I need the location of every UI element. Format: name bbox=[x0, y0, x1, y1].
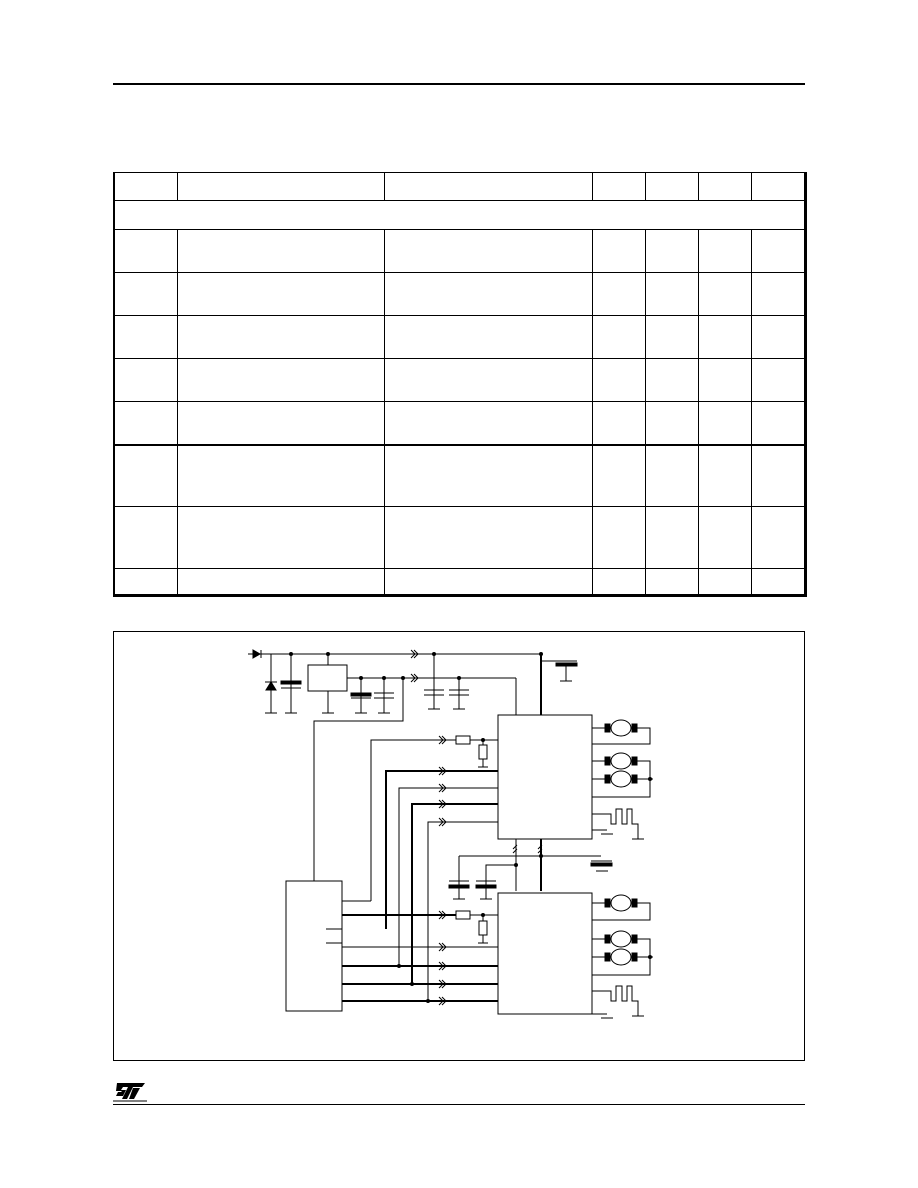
table-header-row bbox=[114, 173, 807, 201]
table-cell bbox=[593, 273, 646, 316]
table-cell bbox=[752, 230, 807, 273]
header-cell bbox=[385, 173, 593, 201]
table-cell bbox=[646, 507, 699, 569]
table-row bbox=[114, 402, 807, 445]
table-cell bbox=[385, 359, 593, 402]
table-row bbox=[114, 230, 807, 273]
table-row bbox=[114, 445, 807, 507]
st-logo-icon bbox=[113, 1079, 147, 1103]
table-cell bbox=[752, 402, 807, 445]
wire-break-marks bbox=[439, 736, 446, 1005]
table-cell bbox=[699, 230, 752, 273]
motor-icon bbox=[611, 931, 631, 947]
stepper-coil-icon bbox=[592, 986, 638, 1016]
table-cell bbox=[178, 445, 385, 507]
table-cell bbox=[114, 316, 178, 359]
table-cell bbox=[646, 569, 699, 597]
header-cell bbox=[752, 173, 807, 201]
table-cell bbox=[114, 445, 178, 507]
table-cell bbox=[593, 445, 646, 507]
table-cell bbox=[699, 359, 752, 402]
logic-supply-rail bbox=[403, 650, 516, 715]
table-cell bbox=[593, 230, 646, 273]
table-cell bbox=[646, 230, 699, 273]
header-rule bbox=[113, 83, 805, 85]
lower-motors bbox=[592, 895, 653, 1016]
table-cell bbox=[752, 316, 807, 359]
header-cell bbox=[114, 173, 178, 201]
zener-and-filter bbox=[265, 654, 301, 713]
table-cell bbox=[646, 316, 699, 359]
table-row bbox=[114, 359, 807, 402]
table-cell bbox=[699, 316, 752, 359]
motor-icon bbox=[611, 895, 631, 911]
table-cell bbox=[114, 507, 178, 569]
table-cell bbox=[646, 445, 699, 507]
application-circuit-figure bbox=[113, 631, 805, 1061]
table-cell bbox=[752, 445, 807, 507]
table-cell bbox=[178, 402, 385, 445]
table-cell bbox=[593, 359, 646, 402]
table-cell bbox=[178, 569, 385, 597]
table-cell bbox=[699, 402, 752, 445]
table-row bbox=[114, 273, 807, 316]
upper-input-wires bbox=[371, 736, 498, 1001]
table-row bbox=[114, 507, 807, 569]
microcontroller bbox=[286, 881, 371, 1011]
table-cell bbox=[646, 359, 699, 402]
circuit-schematic bbox=[114, 632, 804, 1060]
voltage-regulator bbox=[308, 654, 403, 881]
motor-icon bbox=[611, 949, 631, 965]
footer-rule bbox=[113, 1104, 805, 1105]
table-cell bbox=[178, 273, 385, 316]
table-cell bbox=[114, 402, 178, 445]
table-cell bbox=[593, 569, 646, 597]
junction-dots bbox=[289, 652, 652, 1003]
table-cell bbox=[178, 507, 385, 569]
table-row bbox=[114, 569, 807, 597]
header-cell bbox=[646, 173, 699, 201]
table-cell bbox=[699, 569, 752, 597]
table-cell bbox=[752, 569, 807, 597]
table-cell bbox=[699, 273, 752, 316]
motor-icon bbox=[611, 720, 631, 736]
input-diode-icon bbox=[253, 650, 260, 658]
table-cell bbox=[385, 507, 593, 569]
table-row bbox=[114, 316, 807, 359]
table-cell bbox=[385, 569, 593, 597]
table-cell bbox=[593, 507, 646, 569]
header-cell bbox=[593, 173, 646, 201]
header-cell bbox=[178, 173, 385, 201]
table-section-row bbox=[114, 201, 807, 230]
table-cell bbox=[646, 273, 699, 316]
table-cell bbox=[178, 316, 385, 359]
motor-icon bbox=[611, 771, 631, 787]
motor-driver-ic-lower bbox=[342, 893, 613, 1018]
table-cell bbox=[114, 359, 178, 402]
table-cell bbox=[752, 359, 807, 402]
table-cell bbox=[385, 316, 593, 359]
zener-diode-icon bbox=[266, 682, 276, 690]
table-cell bbox=[385, 230, 593, 273]
table-cell bbox=[752, 507, 807, 569]
table-cell bbox=[385, 445, 593, 507]
table-cell bbox=[593, 316, 646, 359]
upper-motors bbox=[592, 720, 653, 839]
spec-table bbox=[113, 172, 807, 597]
table-cell bbox=[699, 445, 752, 507]
table-cell bbox=[593, 402, 646, 445]
table-cell bbox=[646, 402, 699, 445]
table-cell bbox=[385, 402, 593, 445]
table-cell bbox=[114, 569, 178, 597]
table-cell bbox=[178, 359, 385, 402]
middle-decoupling bbox=[449, 845, 612, 899]
table-cell bbox=[752, 273, 807, 316]
table-cell bbox=[178, 230, 385, 273]
section-cell bbox=[114, 201, 807, 230]
header-cell bbox=[699, 173, 752, 201]
table-cell bbox=[699, 507, 752, 569]
motor-icon bbox=[611, 753, 631, 769]
table-cell bbox=[385, 273, 593, 316]
table-cell bbox=[114, 273, 178, 316]
table-cell bbox=[114, 230, 178, 273]
stepper-coil-icon bbox=[592, 809, 638, 839]
